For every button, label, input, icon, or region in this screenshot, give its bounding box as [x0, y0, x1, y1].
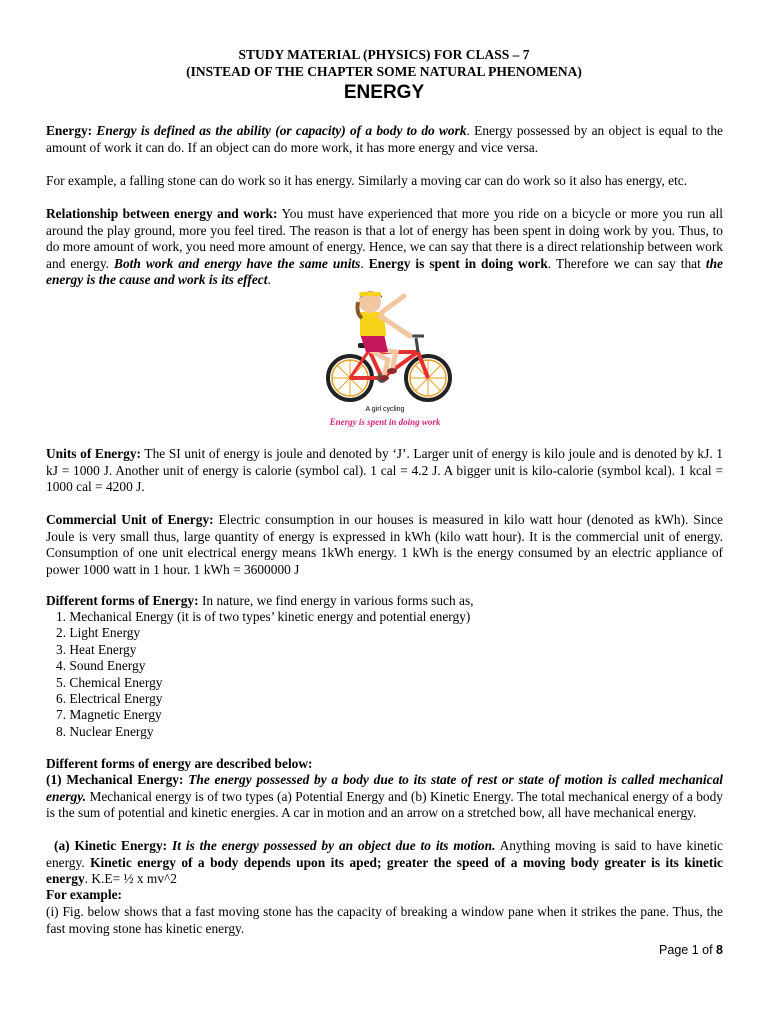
- figure-caption: Energy is spent in doing work: [329, 417, 441, 427]
- figure-caption-small: A girl cycling: [365, 406, 405, 413]
- for-example-heading: For example:: [46, 887, 122, 902]
- forms-intro-paragraph: Different forms of Energy: In nature, we find energy in various forms such as,: [46, 593, 474, 608]
- units-label: Units of Energy:: [46, 446, 142, 461]
- kinetic-energy-paragraph: (a) Kinetic Energy: It is the energy possessed by an object due to its motion. Anything moving is said to have kinetic energy. Kinetic energy of a body depends upon its aped; greater the speed of a moving body greater is its kinetic energy. K.E= ½ x mv^2: [46, 838, 723, 886]
- energy-forms-list: [56, 609, 470, 740]
- header-line-1: STUDY MATERIAL (PHYSICS) FOR CLASS – 7: [238, 47, 530, 62]
- kinetic-energy-definition: It is the energy possessed by an object due to its motion.: [167, 838, 496, 853]
- relationship-label: Relationship between energy and work:: [46, 206, 278, 221]
- kinetic-energy-formula: . K.E= ½ x mv^2: [84, 871, 177, 886]
- kinetic-energy-label: (a) Kinetic Energy:: [54, 838, 168, 853]
- commercial-unit-paragraph: Commercial Unit of Energy: Electric consumption in our houses is measured in kilo watt hour (denoted as kWh). Since Joule is very small thus, large quantity of energy is expressed in kWh (kilo watt hour). It is the commercial unit of energy. Consumption of one unit electrical energy means 1kWh energy. 1 kWh is the energy consumed by an electric appliance of power 1000 watt in 1 hour. 1 kWh = 3600000 J: [46, 512, 723, 577]
- list-item: 2. Light Energy: [56, 625, 141, 641]
- relationship-paragraph: Relationship between energy and work: You must have experienced that more you ride on a bicycle or more you run all around the play ground, more you feel tired. The reason is that a lot of energy has been spent in doing work by you. Thus, to do more amount of work, you need more amount of energy. Hence, we can say that there is a direct relationship between work and energy. Both work and energy have the same units. Energy is spent in doing work. Therefore we can say that the energy is the cause and work is its effect.: [46, 206, 723, 287]
- mechanical-energy-paragraph: (1) Mechanical Energy: The energy possessed by a body due to its state of rest or state of motion is called mechanical energy. Mechanical energy is of two types (a) Potential Energy and (b) Kinetic Energy. The total mechanical energy of a body is the sum of potential and kinetic energies. A car in motion and an arrow on a stretched bow, all have mechanical energy.: [46, 772, 723, 820]
- cause-effect-statement: the energy is the cause and work is its effect: [46, 255, 723, 287]
- units-paragraph: Units of Energy: The SI unit of energy is joule and denoted by ‘J’. Larger unit of energy is kilo joule and is denoted by kJ. 1 kJ = 1000 J. Another unit of energy is calorie (symbol cal). 1 cal = 4.2 J. A bigger unit is kilo-calorie (symbol kcal). 1 kcal = 1000 cal = 4200 J.: [46, 446, 723, 494]
- front-wheel: [406, 356, 450, 400]
- example-paragraph: For example, a falling stone can do work so it has energy. Similarly a moving car can do work so it also has energy, etc.: [46, 173, 688, 188]
- forms-described-heading: Different forms of energy are described below:: [46, 756, 313, 771]
- list-item: 8. Nuclear Energy: [56, 723, 154, 739]
- energy-definition: Energy is defined as the ability (or capacity) of a body to do work: [96, 123, 467, 138]
- forms-label: Different forms of Energy:: [46, 593, 199, 608]
- page-total: 8: [716, 943, 723, 957]
- mechanical-energy-label: (1) Mechanical Energy:: [46, 772, 184, 787]
- energy-definition-paragraph: [46, 123, 723, 156]
- list-item: 4. Sound Energy: [56, 658, 146, 674]
- stone-example-paragraph: (i) Fig. below shows that a fast moving stone has the capacity of breaking a window pane when it strikes the pane. Thus, the fast moving stone has kinetic energy.: [46, 904, 723, 936]
- list-item: 3. Heat Energy: [56, 641, 137, 657]
- list-item: 6. Electrical Energy: [56, 691, 163, 707]
- list-item: 1. Mechanical Energy (it is of two types’ kinetic energy and potential energy): [56, 609, 471, 624]
- same-units-statement: Both work and energy have the same units: [114, 255, 361, 271]
- header-line-2: (INSTEAD OF THE CHAPTER SOME NATURAL PHENOMENA): [186, 64, 582, 79]
- energy-definition-rest: . Energy possessed by an object is equal to the amount of work it can do. If an object can do more work, it has more energy and vice versa.: [46, 123, 724, 155]
- energy-spent-statement: Energy is spent in doing work: [368, 255, 548, 271]
- mechanical-energy-definition: The energy possessed by a body due to its state of rest or state of motion is called mechanical energy.: [46, 772, 723, 804]
- commercial-unit-label: Commercial Unit of Energy:: [46, 512, 214, 527]
- energy-label: Energy:: [46, 123, 93, 138]
- kinetic-energy-speed-statement: Kinetic energy of a body depends upon its aped; greater the speed of a moving body greater is its kinetic energy: [46, 854, 723, 886]
- page-number: Page 1 of 8: [659, 943, 723, 957]
- page-title: ENERGY: [343, 82, 425, 103]
- list-item: 5. Chemical Energy: [56, 674, 163, 690]
- list-item: 7. Magnetic Energy: [56, 707, 162, 723]
